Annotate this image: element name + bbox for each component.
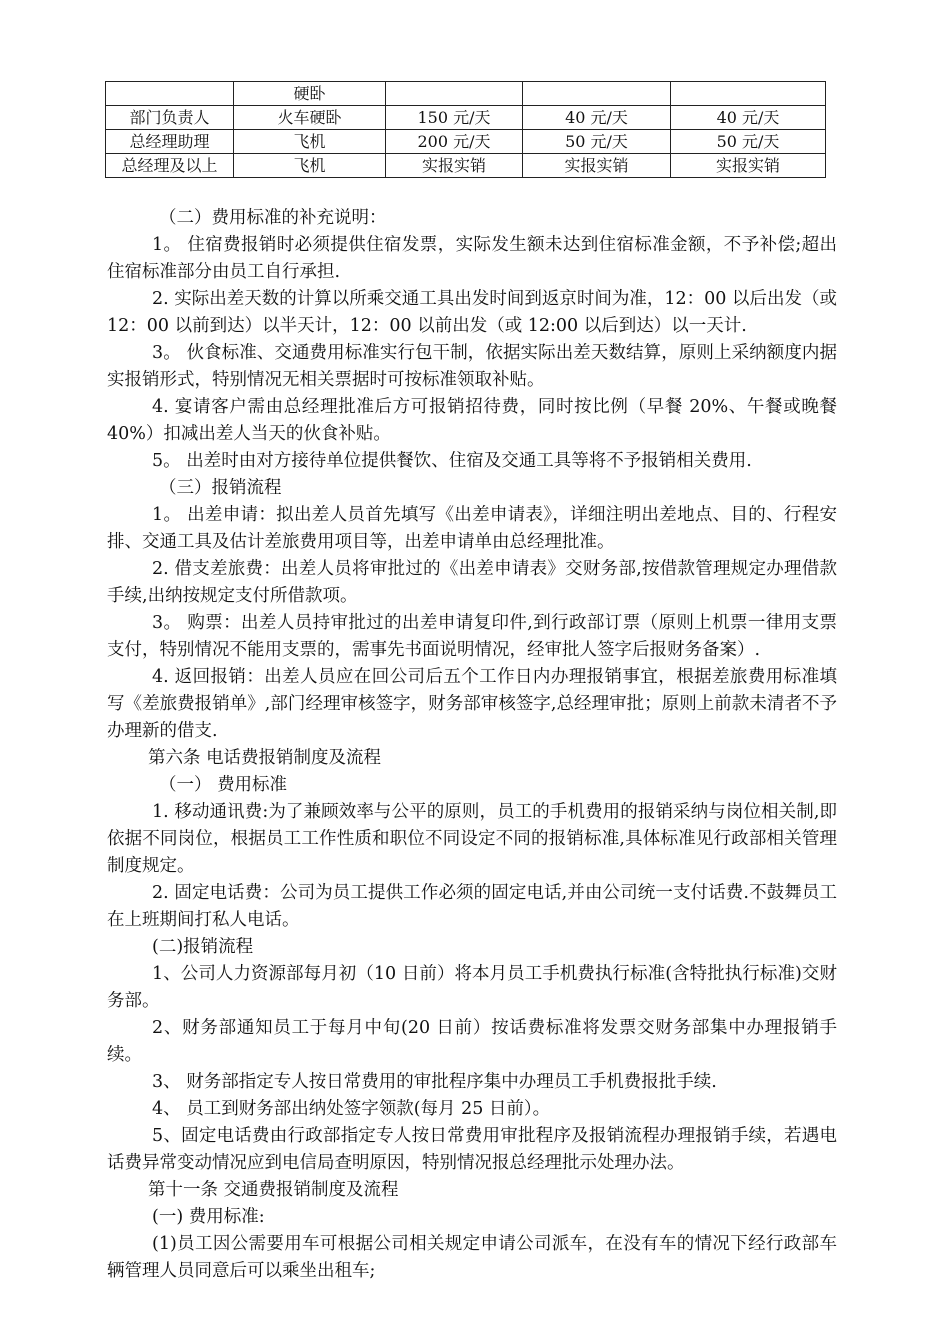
table-row [106, 82, 826, 106]
table-cell: 总经理助理 [106, 130, 234, 154]
table-row [106, 106, 826, 130]
section-heading: (二)报销流程 [152, 937, 254, 957]
section-heading: （三）报销流程 [159, 478, 282, 498]
paragraph: 2、财务部通知员工于每月中旬(20 日前）按话费标准将发票交财务部集中办理报销手续。 [107, 1018, 837, 1065]
article-heading: 第六条 电话费报销制度及流程 [148, 748, 382, 768]
document-body [107, 205, 837, 1285]
paragraph: 2. 固定电话费：公司为员工提供工作必须的固定电话,并由公司统一支付话费.不鼓舞员工在上班期间打私人电话。 [107, 883, 837, 930]
table-cell [523, 82, 671, 106]
table-cell: 火车硬卧 [234, 106, 386, 130]
table-row [106, 130, 826, 154]
table-row [106, 154, 826, 178]
paragraph: 2. 借支差旅费：出差人员将审批过的《出差申请表》交财务部,按借款管理规定办理借款手续,出纳按规定支付所借款项。 [107, 559, 837, 606]
paragraph: 1、公司人力资源部每月初（10 日前）将本月员工手机费执行标准(含特批执行标准)交财务部。 [107, 964, 837, 1011]
paragraph: 5。 出差时由对方接待单位提供餐饮、住宿及交通工具等将不予报销相关费用. [152, 451, 752, 471]
table-cell: 硬卧 [234, 82, 386, 106]
article-heading: 第十一条 交通费报销制度及流程 [148, 1180, 399, 1200]
table-cell: 实报实销 [671, 154, 826, 178]
expense-standard-table [105, 81, 826, 178]
table-cell [106, 82, 234, 106]
table-cell [386, 82, 523, 106]
table-cell: 50 元/天 [671, 130, 826, 154]
table-cell: 实报实销 [386, 154, 523, 178]
paragraph: 1. 移动通讯费:为了兼顾效率与公平的原则，员工的手机费用的报销采纳与岗位相关制,即依据不同岗位，根据员工工作性质和职位不同设定不同的报销标准,具体标准见行政部相关管理制度规定。 [107, 802, 837, 876]
table-cell: 40 元/天 [523, 106, 671, 130]
paragraph: (1)员工因公需要用车可根据公司相关规定申请公司派车，在没有车的情况下经行政部车辆管理人员同意后可以乘坐出租车; [107, 1234, 837, 1281]
paragraph: 5、固定电话费由行政部指定专人按日常费用审批程序及报销流程办理报销手续，若遇电话费异常变动情况应到电信局查明原因，特别情况报总经理批示处理办法。 [107, 1126, 837, 1173]
paragraph: 1。 住宿费报销时必须提供住宿发票，实际发生额未达到住宿标准金额，不予补偿;超出住宿标准部分由员工自行承担. [107, 235, 837, 282]
paragraph: 1。 出差申请：拟出差人员首先填写《出差申请表》，详细注明出差地点、目的、行程安排、交通工具及估计差旅费用项目等，出差申请单由总经理批准。 [107, 505, 837, 552]
table-cell: 实报实销 [523, 154, 671, 178]
table-cell: 150 元/天 [386, 106, 523, 130]
section-heading: （一） 费用标准 [159, 775, 288, 795]
table-cell: 200 元/天 [386, 130, 523, 154]
paragraph: 3、 财务部指定专人按日常费用的审批程序集中办理员工手机费报批手续. [152, 1072, 717, 1092]
paragraph: 3。 伙食标准、交通费用标准实行包干制，依据实际出差天数结算，原则上采纳额度内据实报销形式，特别情况无相关票据时可按标准领取补贴。 [107, 343, 837, 390]
table-cell: 总经理及以上 [106, 154, 234, 178]
paragraph: 3。 购票：出差人员持审批过的出差申请复印件,到行政部订票（原则上机票一律用支票支付，特别情况不能用支票的，需事先书面说明情况，经审批人签字后报财务备案）. [107, 613, 837, 660]
section-heading: （二）费用标准的补充说明： [159, 208, 387, 228]
table-cell [671, 82, 826, 106]
table-cell: 飞机 [234, 154, 386, 178]
paragraph: 4. 宴请客户需由总经理批准后方可报销招待费，同时按比例（早餐 20%、午餐或晚餐 40%）扣减出差人当天的伙食补贴。 [107, 397, 837, 444]
table-cell: 飞机 [234, 130, 386, 154]
section-heading: (一) 费用标准: [152, 1207, 265, 1227]
paragraph: 2. 实际出差天数的计算以所乘交通工具出发时间到返京时间为准，12：00 以后出发（或 12：00 以前到达）以半天计，12：00 以前出发（或 12:00 以后到达）以一天计. [107, 289, 837, 336]
paragraph: 4. 返回报销：出差人员应在回公司后五个工作日内办理报销事宜，根据差旅费用标准填写《差旅费报销单》,部门经理审核签字，财务部审核签字,总经理审批；原则上前款未清者不予办理新的借支. [107, 667, 837, 741]
table-cell: 40 元/天 [671, 106, 826, 130]
paragraph: 4、 员工到财务部出纳处签字领款(每月 25 日前）。 [152, 1099, 551, 1119]
table-cell: 部门负责人 [106, 106, 234, 130]
table-cell: 50 元/天 [523, 130, 671, 154]
